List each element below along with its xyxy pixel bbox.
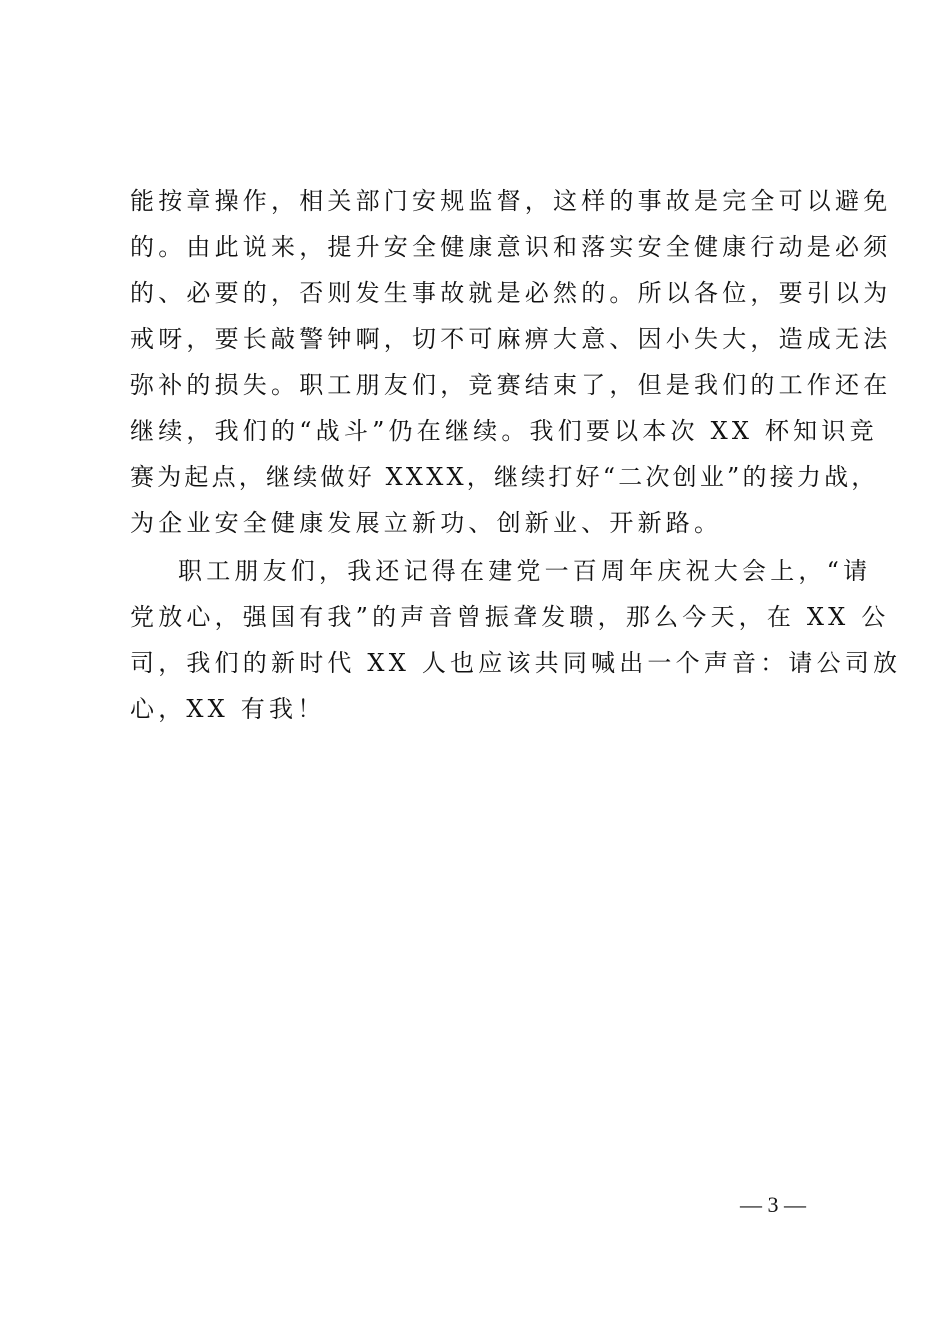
paragraph-1-line-4: 戒呀，要长敲警钟啊，切不可麻痹大意、因小失大，造成无法 bbox=[130, 325, 892, 353]
paragraph-1-line-3: 的、必要的，否则发生事故就是必然的。所以各位，要引以为 bbox=[130, 279, 892, 307]
paragraph-1-line-8: 为企业安全健康发展立新功、创新业、开新路。 bbox=[130, 509, 723, 537]
paragraph-1-line-5: 弥补的损失。职工朋友们，竞赛结束了，但是我们的工作还在 bbox=[130, 371, 892, 399]
paragraph-2-line-2: 党放心，强国有我”的声音曾振聋发聩，那么今天，在 XX 公 bbox=[130, 603, 890, 631]
paragraph-1-line-6: 继续，我们的“战斗”仍在继续。我们要以本次 XX 杯知识竞 bbox=[130, 417, 878, 445]
paragraph-2-line-3: 司，我们的新时代 XX 人也应该共同喊出一个声音：请公司放 bbox=[130, 649, 902, 677]
paragraph-1-line-1: 能按章操作，相关部门安规监督，这样的事故是完全可以避免 bbox=[130, 187, 892, 215]
page-number: — 3 — bbox=[740, 1192, 806, 1217]
paragraph-2-line-4: 心，XX 有我！ bbox=[130, 695, 326, 723]
paragraph-1-line-7: 赛为起点，继续做好 XXXX，继续打好“二次创业”的接力战， bbox=[130, 463, 879, 491]
paragraph-1-line-2: 的。由此说来，提升安全健康意识和落实安全健康行动是必须 bbox=[130, 233, 892, 261]
paragraph-2-line-1: 职工朋友们，我还记得在建党一百周年庆祝大会上，“请 bbox=[178, 557, 872, 585]
